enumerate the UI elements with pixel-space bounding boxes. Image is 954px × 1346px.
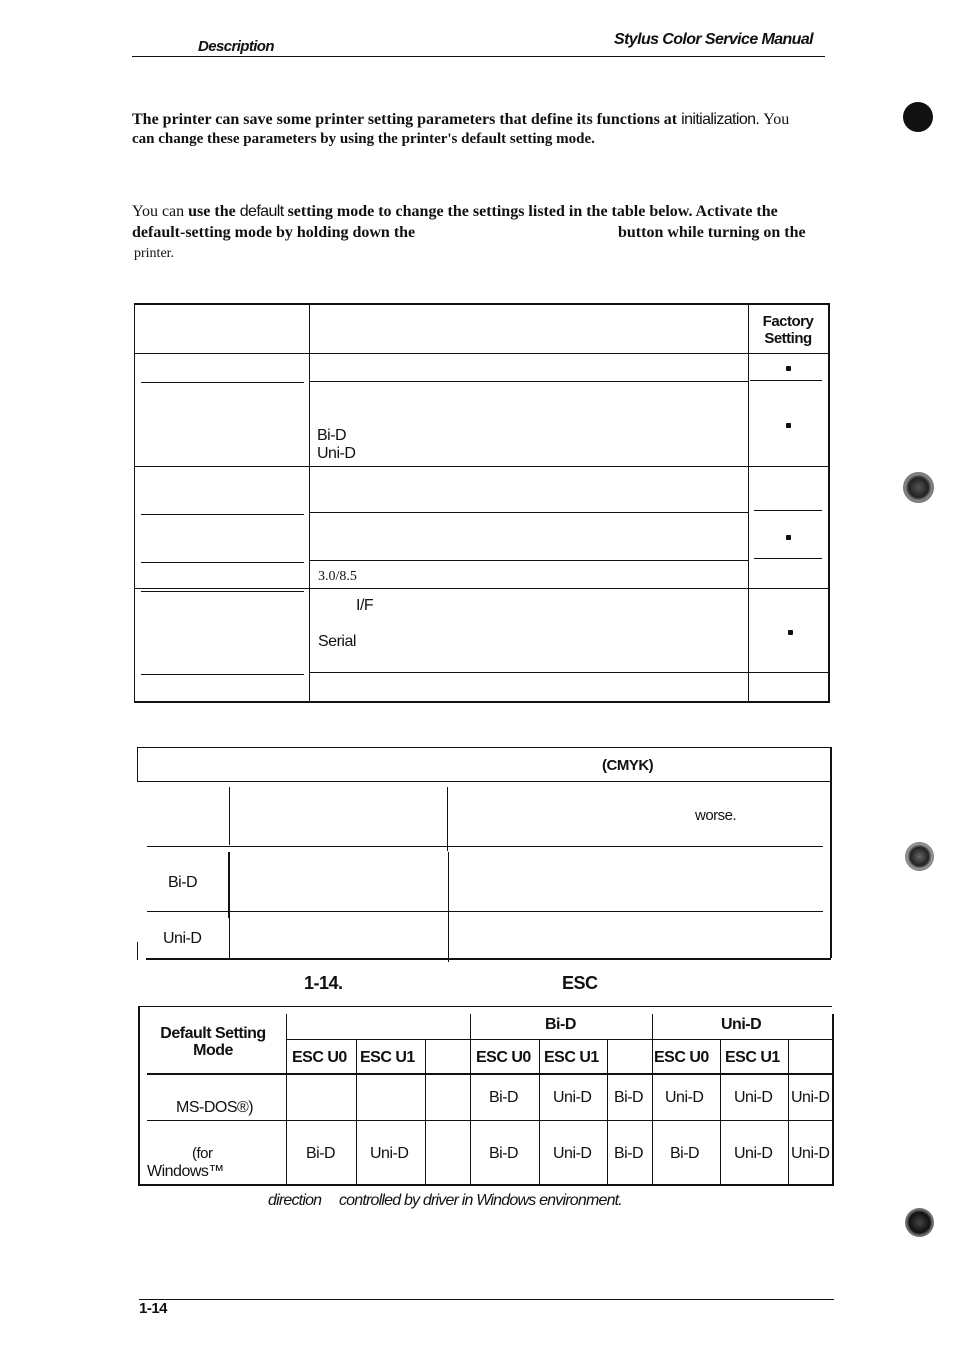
option-3085: 3.0/8.5 (318, 569, 357, 584)
factory-marker (786, 535, 791, 540)
esc-u0-header: ESC U0 (654, 1049, 709, 1066)
row-label-msdos: MS-DOS®) (176, 1099, 254, 1116)
group-unid: Uni-D (721, 1016, 762, 1033)
intro-paragraph-1-line-2: can change these parameters by using the printer's default setting mode. (132, 131, 595, 147)
footer-rule (139, 1299, 834, 1300)
table-caption-number: 1-14. (304, 973, 343, 993)
intro-paragraph-2-line-2b: button while turning on the (618, 224, 806, 241)
table-cell: Uni-D (734, 1089, 773, 1106)
option-interface: I/F (356, 597, 374, 614)
table-cell: Bi-D (670, 1145, 700, 1162)
table-cell: Bi-D (614, 1145, 644, 1162)
esc-u1-header: ESC U1 (360, 1049, 415, 1066)
option-unid: Uni-D (317, 445, 356, 462)
cmyk-header: (CMYK) (602, 757, 654, 774)
intro-paragraph-1: The printer can save some printer setting parameters that define its functions at initialization. You (132, 111, 790, 128)
factory-marker (788, 630, 793, 635)
intro-paragraph-2-line-3: printer. (134, 246, 175, 261)
punch-hole-icon (903, 102, 933, 132)
intro-paragraph-2-line-2a: default-setting mode by holding down the (132, 224, 416, 241)
table-cell: Bi-D (489, 1089, 519, 1106)
row-label-for: (for (192, 1145, 213, 1162)
punch-hole-icon (903, 472, 934, 503)
esc-u1-header: ESC U1 (544, 1049, 599, 1066)
option-bid: Bi-D (317, 427, 347, 444)
group-bid: Bi-D (545, 1016, 576, 1033)
table-cell: Bi-D (489, 1145, 519, 1162)
header-section: Description (198, 38, 274, 55)
table-cell: Bi-D (614, 1089, 644, 1106)
punch-hole-icon (905, 842, 934, 871)
table-cell: Bi-D (306, 1145, 336, 1162)
option-serial: Serial (318, 633, 356, 650)
table-cell: Uni-D (791, 1145, 830, 1162)
esc-u1-header: ESC U1 (725, 1049, 780, 1066)
table-cell: Uni-D (553, 1145, 592, 1162)
table-cell: Uni-D (734, 1145, 773, 1162)
table-cell: Uni-D (665, 1089, 704, 1106)
table-caption-esc: ESC (562, 973, 598, 993)
esc-u0-header: ESC U0 (292, 1049, 347, 1066)
page-number: 1-14 (139, 1300, 168, 1317)
cmyk-row-unid: Uni-D (163, 930, 202, 947)
row-label-windows: Windows™ (147, 1163, 224, 1180)
factory-marker (786, 366, 791, 371)
intro-paragraph-2: You can use the default setting mode to change the settings listed in the table below. Activate the (132, 203, 778, 220)
table-cell: Uni-D (370, 1145, 409, 1162)
punch-hole-icon (905, 1208, 934, 1237)
table-cell: Uni-D (553, 1089, 592, 1106)
factory-setting-header: Factory Setting (762, 313, 814, 347)
col-default-setting-mode: Default Setting Mode (160, 1025, 266, 1059)
esc-u0-header: ESC U0 (476, 1049, 531, 1066)
header-manual-title: Stylus Color Service Manual (614, 31, 813, 48)
factory-marker (786, 423, 791, 428)
cmyk-row-bid: Bi-D (168, 874, 198, 891)
table-cell: Uni-D (791, 1089, 830, 1106)
header-rule (132, 56, 825, 57)
cmyk-worse-text: worse. (695, 807, 737, 824)
footnote: direction controlled by driver in Windows environment. (268, 1192, 622, 1209)
